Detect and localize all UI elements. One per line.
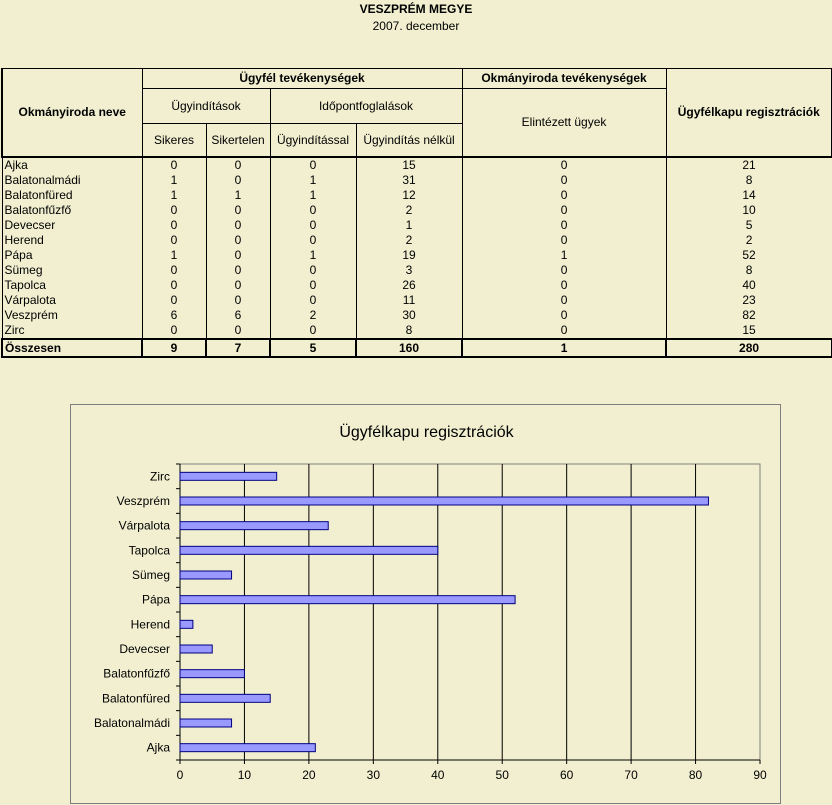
y-tick-label: Balatonfüred xyxy=(101,691,170,706)
table-cell: 0 xyxy=(462,218,666,233)
table-cell: 8 xyxy=(356,323,462,339)
table-cell: 0 xyxy=(206,233,270,248)
table-cell: 0 xyxy=(462,308,666,323)
table-cell: 19 xyxy=(356,248,462,263)
chart-area xyxy=(70,404,781,804)
table-row xyxy=(2,323,832,339)
y-tick-label: Várpalota xyxy=(118,518,170,533)
total-cell: 160 xyxy=(356,339,462,357)
row-name: Sümeg xyxy=(2,263,142,278)
table-cell: 0 xyxy=(270,263,356,278)
bar xyxy=(180,620,193,628)
col-header-success: Sikeres xyxy=(142,124,206,158)
table-row xyxy=(2,278,832,293)
row-name: Tapolca xyxy=(2,278,142,293)
table-cell: 1 xyxy=(462,248,666,263)
x-tick-label: 50 xyxy=(495,768,509,782)
table-cell: 6 xyxy=(142,308,206,323)
x-tick-label: 80 xyxy=(688,768,703,782)
table-cell: 0 xyxy=(270,157,356,173)
table-cell: 12 xyxy=(356,188,462,203)
col-header-fail: Sikertelen xyxy=(206,124,270,158)
x-tick-label: 10 xyxy=(237,768,252,782)
table-cell: 2 xyxy=(666,233,832,248)
row-name: Zirc xyxy=(2,323,142,339)
group-header-client: Ügyfél tevékenységek xyxy=(142,69,462,89)
total-cell: 1 xyxy=(462,339,666,357)
table-cell: 0 xyxy=(462,203,666,218)
bar xyxy=(180,744,315,752)
table-cell: 0 xyxy=(462,293,666,308)
page-title: VESZPRÉM MEGYE xyxy=(359,2,473,16)
col-header-registrations: Ügyfélkapu regisztrációk xyxy=(666,69,832,158)
y-tick-label: Tapolca xyxy=(128,543,170,558)
table-cell: 1 xyxy=(270,173,356,188)
table-cell: 0 xyxy=(462,263,666,278)
table-row xyxy=(2,188,832,203)
table-row xyxy=(2,203,832,218)
table-cell: 0 xyxy=(462,157,666,173)
table-cell: 0 xyxy=(270,293,356,308)
y-tick-label: Zirc xyxy=(150,469,170,484)
table-cell: 31 xyxy=(356,173,462,188)
table-cell: 0 xyxy=(206,157,270,173)
page-subtitle: 2007. december xyxy=(372,19,460,33)
bar xyxy=(180,571,232,579)
table-cell: 8 xyxy=(666,263,832,278)
table-cell: 0 xyxy=(270,278,356,293)
data-table xyxy=(1,68,832,358)
y-tick-label: Balatonfűzfő xyxy=(103,666,170,681)
table-cell: 14 xyxy=(666,188,832,203)
bar xyxy=(180,596,515,604)
table-cell: 0 xyxy=(270,203,356,218)
table-cell: 0 xyxy=(462,323,666,339)
table-cell: 0 xyxy=(142,278,206,293)
table-cell: 2 xyxy=(270,308,356,323)
bar xyxy=(180,522,328,530)
table-cell: 8 xyxy=(666,173,832,188)
row-name: Várpalota xyxy=(2,293,142,308)
row-name: Balatonalmádi xyxy=(2,173,142,188)
table-cell: 0 xyxy=(270,233,356,248)
y-tick-label: Herend xyxy=(130,617,170,632)
group-header-office: Okmányiroda tevékenységek xyxy=(462,69,666,89)
subgroup-header-initiations: Ügyindítások xyxy=(142,89,270,124)
x-tick-label: 0 xyxy=(176,768,184,782)
table-cell: 0 xyxy=(462,278,666,293)
y-tick-label: Devecser xyxy=(119,642,170,656)
table-row xyxy=(2,218,832,233)
table-cell: 1 xyxy=(142,248,206,263)
table-cell: 1 xyxy=(142,173,206,188)
table-cell: 0 xyxy=(270,218,356,233)
total-label: Összesen xyxy=(2,339,142,357)
table-cell: 0 xyxy=(206,323,270,339)
table-cell: 0 xyxy=(206,173,270,188)
row-name: Devecser xyxy=(2,218,142,233)
total-row xyxy=(2,339,832,357)
row-name: Pápa xyxy=(2,248,142,263)
table-row xyxy=(2,173,832,188)
bar xyxy=(180,670,244,678)
table-cell: 0 xyxy=(142,293,206,308)
total-cell: 9 xyxy=(142,339,206,357)
table-row xyxy=(2,263,832,278)
row-name: Ajka xyxy=(2,157,142,173)
table-cell: 0 xyxy=(462,233,666,248)
table-cell: 23 xyxy=(666,293,832,308)
table-cell: 52 xyxy=(666,248,832,263)
x-tick-label: 70 xyxy=(624,768,638,782)
x-tick-label: 20 xyxy=(302,768,316,782)
table-cell: 0 xyxy=(462,188,666,203)
table-cell: 40 xyxy=(666,278,832,293)
table-row xyxy=(2,248,832,263)
table-cell: 3 xyxy=(356,263,462,278)
table-cell: 1 xyxy=(270,188,356,203)
total-cell: 7 xyxy=(206,339,270,357)
table-cell: 15 xyxy=(356,157,462,173)
table-row xyxy=(2,157,832,173)
row-name: Veszprém xyxy=(2,308,142,323)
x-tick-label: 40 xyxy=(431,768,445,782)
table-cell: 2 xyxy=(356,203,462,218)
col-header-name: Okmányiroda neve xyxy=(2,69,142,158)
table-cell: 0 xyxy=(206,278,270,293)
bar xyxy=(180,719,232,727)
total-cell: 5 xyxy=(270,339,356,357)
table-cell: 0 xyxy=(142,203,206,218)
table-cell: 0 xyxy=(142,323,206,339)
table-cell: 6 xyxy=(206,308,270,323)
table-row xyxy=(2,233,832,248)
bar xyxy=(180,546,438,554)
table-row xyxy=(2,293,832,308)
table-row xyxy=(2,308,832,323)
table-cell: 0 xyxy=(142,218,206,233)
row-name: Herend xyxy=(2,233,142,248)
row-name: Balatonfűzfő xyxy=(2,203,142,218)
bar xyxy=(180,497,708,505)
table-cell: 0 xyxy=(142,263,206,278)
table-cell: 0 xyxy=(462,173,666,188)
y-tick-label: Pápa xyxy=(141,592,170,607)
table-cell: 11 xyxy=(356,293,462,308)
bar xyxy=(180,645,212,653)
total-cell: 280 xyxy=(666,339,832,357)
table-cell: 1 xyxy=(206,188,270,203)
y-tick-label: Balatonalmádi xyxy=(93,716,170,730)
table-cell: 0 xyxy=(206,218,270,233)
table-cell: 82 xyxy=(666,308,832,323)
table-cell: 10 xyxy=(666,203,832,218)
table-cell: 1 xyxy=(356,218,462,233)
table-cell: 15 xyxy=(666,323,832,339)
bar xyxy=(180,472,277,480)
table-cell: 5 xyxy=(666,218,832,233)
table-cell: 0 xyxy=(206,248,270,263)
table-cell: 2 xyxy=(356,233,462,248)
table-cell: 0 xyxy=(142,157,206,173)
plot-area xyxy=(180,464,760,760)
table-cell: 26 xyxy=(356,278,462,293)
col-header-without: Ügyindítás nélkül xyxy=(356,124,462,158)
subgroup-header-appointments: Időpontfoglalások xyxy=(270,89,462,124)
table-cell: 0 xyxy=(270,323,356,339)
y-tick-label: Ajka xyxy=(146,740,170,755)
y-tick-label: Sümeg xyxy=(131,568,170,582)
table-cell: 21 xyxy=(666,157,832,173)
bar-chart xyxy=(71,405,782,805)
table-cell: 1 xyxy=(142,188,206,203)
row-name: Balatonfüred xyxy=(2,188,142,203)
x-tick-label: 90 xyxy=(753,768,767,782)
table-cell: 0 xyxy=(206,263,270,278)
col-header-done: Elintézett ügyek xyxy=(462,89,666,158)
x-tick-label: 30 xyxy=(366,768,381,782)
table-cell: 30 xyxy=(356,308,462,323)
x-tick-label: 60 xyxy=(559,768,574,782)
table-cell: 0 xyxy=(206,293,270,308)
col-header-with: Ügyindítással xyxy=(270,124,356,158)
table-cell: 0 xyxy=(206,203,270,218)
chart-title: Ügyfélkapu regisztrációk xyxy=(339,424,514,441)
table-cell: 1 xyxy=(270,248,356,263)
y-tick-label: Veszprém xyxy=(116,494,170,508)
bar xyxy=(180,694,270,702)
table-cell: 0 xyxy=(142,233,206,248)
